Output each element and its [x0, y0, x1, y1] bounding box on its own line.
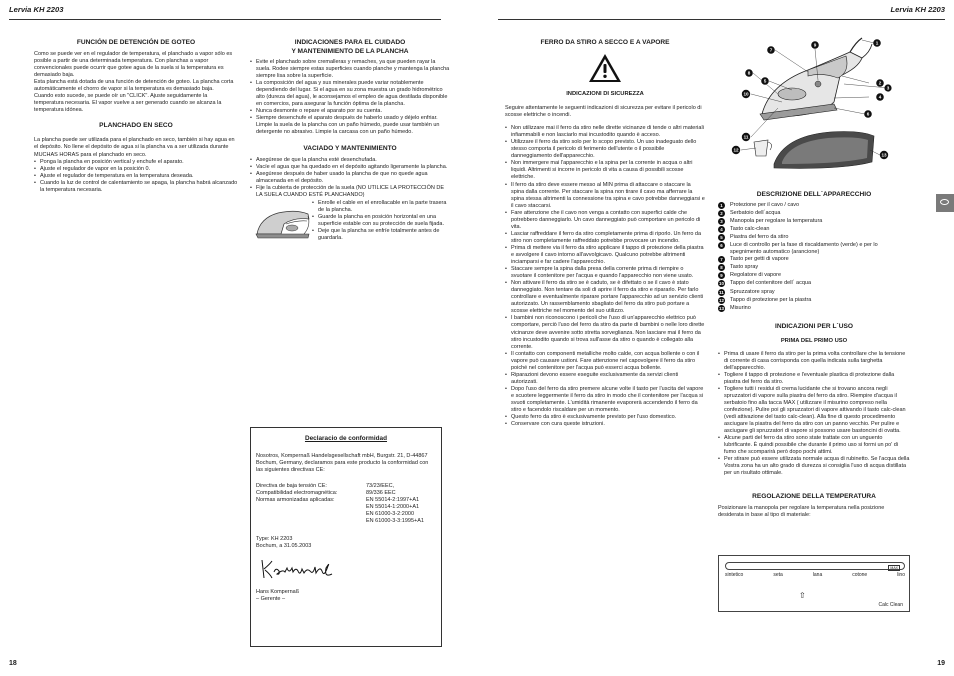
list-item: • Nunca desmonte o repare el aparato por su cuenta.	[250, 108, 450, 115]
section-title-drip-stop: FUNCIÓN DE DETENCIÓN DE GOTEO	[76, 39, 196, 46]
list-item: • Vacíe el agua que ha quedado en el depósito agitando ligeramente la plancha.	[250, 164, 450, 171]
page-number-right: 19	[937, 660, 945, 667]
section-title-steam-iron: FERRO DA STIRO A SECCO E A VAPORE	[540, 39, 670, 46]
diagram-label: 5	[763, 78, 767, 84]
temp-label: lana	[812, 572, 823, 578]
list-item: • La composición del agua y sus minerales puede variar notablemente dependiendo del lugar. Si el agua en su zona muestra un grado hidrométrico alto (dureza del agua), le aconsejamos el empleo de agua destilada disponible en comercios, para asegurar la función óptima de la plancha.	[250, 80, 450, 108]
list-item: • Il contatto con componenti metalliche molto calde, con acqua bollente o con il vapore può causare ustioni. Fare attenzione nel capovolgere il ferro da stiro poiché nel contenitore per l'acqua può esserci acqua bollente.	[505, 351, 705, 372]
diagram-label: 8	[747, 70, 751, 76]
declaration-title: Declaracio de conformidad	[304, 435, 388, 442]
list-item: • Lasciar raffreddare il ferro da stiro completamente prima di riporlo. Un ferro da stiro non completamente raffreddato potrebbe provocare un incendio.	[505, 231, 705, 245]
storage-block	[250, 200, 450, 270]
section-title-dry-ironing: PLANCHADO EN SECO	[99, 122, 173, 130]
header-right: Lervia KH 2203	[890, 5, 945, 14]
list-item: • Enrolle el cable en el enrollacable en la parte trasera de la plancha.	[312, 200, 450, 214]
temperature-labels	[725, 572, 905, 578]
list-item: • Dopo l'uso del ferro da stiro premere alcune volte il tasto per l'uscita del vapore e scuotere leggermente il ferro da stiro in modo che il contenitore per l'acqua si svuoti completamente. L'umidità rimanente evaporerà accendendo il ferro da stiro e facendolo riscaldare per un momento.	[505, 386, 705, 414]
temperature-scale	[725, 562, 905, 570]
declaration-row: Compatibilidad electromagnética: 89/336 EEC	[256, 490, 396, 496]
declaration-type: Type: KH 2203	[256, 536, 293, 542]
list-item: 5 Piastra del ferro da stiro	[718, 234, 910, 242]
list-item: • Questo ferro da stiro è esclusivamente previsto per l'uso domestico.	[505, 414, 705, 421]
paragraph: Como se puede ver en el regulador de temperatura, el planchado a vapor sólo es posible a partir de una determinada temperatura. Con planchas a vapor convencionales puede ocurrir que gotee agua de la suela si la temperatura es demasiado baja.	[34, 51, 233, 79]
section-title-emptying: VACIADO Y MANTENIMIENTO	[303, 144, 397, 152]
temp-label: sintetico	[725, 572, 744, 578]
list-item: • Alcune parti del ferro da stiro sono state trattate con un unguento lubrificante. È quindi possibile che durante il primo uso si formi un po' di fumo che scomparirà però dopo pochi attimi.	[718, 435, 910, 456]
bullet-list	[505, 125, 705, 428]
diagram-label: 1	[875, 40, 879, 46]
list-item: • Prima di usare il ferro da stiro per la prima volta controllare che la tensione di corrente di casa corrisponda con quella indicata sulla targhetta dell'apparecchio.	[718, 351, 910, 372]
column-safety	[505, 38, 705, 428]
iron-parts-diagram	[722, 32, 892, 182]
declaration-row: EN 55014-1:2000+A1	[366, 504, 420, 510]
iron-storage-illustration	[254, 204, 312, 244]
declaration-row: Directiva de baja tensión CE: 73/23/EEC,	[256, 483, 395, 489]
paragraph: Cuando esto sucede, se puede oír un "CLICK". Ajuste seguidamente la temperatura necesaria. El vapor vuelve a ser generado cuando se alcanza la temperatura idónea.	[34, 93, 222, 114]
paragraph: Esta plancha está dotada de una función de detención de goteo. La plancha corta automáticamente el chorro de vapor si la temperatura es demasiado baja.	[34, 79, 234, 93]
list-item: 3 Manopola per regolare la temperatura	[718, 218, 910, 226]
list-item: • Utilizzare il ferro da stiro solo per lo scopo previsto. Un uso inadeguato dello stesso comporta il pericolo di ferimento dell'utente o il possibile danneggiamento dell'apparecchio.	[505, 139, 705, 160]
bullet-list	[34, 159, 238, 194]
list-item: • Siempre desenchufe el aparato después de haberlo usado y déjelo enfriar. Limpie la suela de la plancha con un paño húmedo, puede usar también un detergente no abrasivo. Limpie la carcasa con un paño húmedo.	[250, 115, 450, 136]
list-item: 8 Tasto spray	[718, 264, 910, 272]
declaration-row: EN 61000-3-3:1995+A1	[366, 518, 424, 524]
list-item: • Ajuste el regulador de vapor en la posición 0.	[34, 166, 238, 173]
declaration-intro: Nosotros, Kompernaß Handelsgesellschaft mbH, Burgstr. 21, D-44867 Bochum, Germany, declaramos para este producto la conformidad con las siguientes directivas CE:	[256, 453, 429, 473]
list-item: • Ajuste el regulador de temperatura en la temperatura deseada.	[34, 173, 238, 180]
column-care	[250, 38, 450, 270]
list-item: • Guarde la plancha en posición horizontal en una superficie estable con su protección de suela fijada.	[312, 214, 450, 228]
list-item: • Cuando la luz de control de calentamiento se apaga, la plancha habrá alcanzado la temperatura necesaria.	[34, 180, 238, 194]
diagram-label: 9	[813, 42, 817, 48]
list-item: 1 Protezione per il cavo / cavo	[718, 202, 910, 210]
column-drip-stop	[34, 38, 238, 194]
declaration-place-date: Bochum, a 31.05.2003	[256, 543, 312, 549]
diagram-label: 3	[886, 85, 890, 91]
list-item: 12 Tappo di protezione per la piastra	[719, 296, 812, 303]
bullet-list	[312, 200, 450, 242]
diagram-label: 4	[878, 94, 882, 100]
list-item: 9 Regolatore di vapore	[718, 272, 910, 280]
list-item: • Asegúrese de que la plancha esté desenchufada.	[250, 157, 450, 164]
list-item: • Togliere tutti i residui di crema lucidante che si trovano ancora negli spruzzatori di vapore sulla piastra del ferro da stiro. Riempire d'acqua il serbatoio fino alla tacca MAX ( utilizzare il misurino compreso nella confezione). Pulire poi gli spruzzatori di vapore attivando il tasto calc-clean (vedi attivazione del tasto calc-clean). Alla fine di questo procedimento asciugare la piastra del ferro da stiro con un panno vecchio. Per pulire e asciugare gli spruzzatori di vapore si possono usare bastoncini di ovatta.	[718, 386, 910, 435]
list-item: • Non immergere mai l'apparecchio e la spina per la corrente in acqua o altri liquidi. Altrimenti si incorre in pericolo di vita a causa di possibili scosse elettriche.	[505, 160, 705, 181]
calc-clean-label: Calc Clean	[878, 602, 903, 608]
section-title-temperature: REGOLAZIONE DELLA TEMPERATURA	[752, 492, 876, 500]
signature-image	[258, 556, 338, 582]
temp-label: cotone	[852, 572, 868, 578]
list-item: • Deje que la plancha se enfríe totalmente antes de guardarla.	[312, 228, 450, 242]
list-item: • Fije la cubierta de protección de la suela (NO UTILICE LA PROTECCIÓN DE LA SUELA CUANDO ESTÉ PLANCHANDO)	[250, 185, 450, 199]
header-rule-left	[9, 19, 441, 20]
list-item: • Asegúrese después de haber usado la plancha de que no quede agua almacenada en el depósito.	[250, 171, 450, 185]
diagram-label: 6	[866, 111, 870, 117]
list-item: 10 Tappo del contenitore dell´ acqua	[719, 280, 812, 287]
list-item: • Staccare sempre la spina dalla presa della corrente prima di riempire o svuotare il contenitore per l'acqua e quando l'apparecchio non viene usato.	[505, 266, 705, 280]
list-item: • Non utilizzare mai il ferro da stiro nelle dirette vicinanze di tende o altri materiali infiammabili e non lasciarlo mai incustodito quando è acceso.	[505, 125, 705, 139]
list-item: 2 Serbatoio dell´acqua	[718, 210, 910, 218]
section-title-first-use: PRIMA DEL PRIMO USO	[780, 337, 848, 344]
section-title-care-2: Y MANTENIMIENTO DE LA PLANCHA	[291, 48, 409, 55]
list-item: • Non attivare il ferro da stiro se è caduto, se è difettato o se il cavo è stato danneggiato. Non tentare da soli di aprire il ferro da stiro e ripararlo. Per farlo controllare e eventualmente riparare portare l'apparecchio ad un servizio clienti autorizzato. Un rassemblamento sbagliato del ferro da stiro può portare a scosse elettriche nel momento del suo utilizzo.	[505, 280, 705, 315]
temp-label: lino	[897, 572, 905, 578]
declaration-row: EN 61000-3-2:2000	[366, 511, 415, 517]
list-item: • Conservare con cura queste istruzioni.	[505, 421, 705, 428]
parts-list	[718, 202, 910, 313]
header-rule-right	[498, 19, 945, 20]
list-item: • Per stirare può essere utilizzata normale acqua di rubinetto. Se l'acqua della Vostra zona ha un alto grado di durezza si consiglia l'uso di acqua distillata per un risultato ottimale.	[718, 456, 910, 477]
diagram-label: 11	[743, 134, 749, 140]
calc-clean-icon: ⇧	[799, 591, 806, 600]
section-title-care: INDICACIONES PARA EL CUIDADO	[294, 39, 406, 46]
diagram-label: 10	[743, 91, 749, 97]
list-item: • Prima di mettere via il ferro da stiro applicare il tappo di protezione della piastra e avvolgere il cavo intorno all'avvolgicavo. Qualcuno potrebbe altrimenti inciamparsi e far cadere l'apparecchio.	[505, 245, 705, 266]
language-tab-marker	[936, 194, 954, 212]
temperature-dial-illustration	[718, 555, 910, 612]
paragraph: La plancha puede ser utilizada para el planchado en seco, también si hay agua en el depósito. No llene el depósito de agua si la plancha va a ser utilizada durante MUCHAS HORAS para el planchado en seco.	[34, 137, 235, 158]
list-item: • Fare attenzione che il cavo non venga a contatto con superfici calde che potrebbero danneggiarlo. Un cavo danneggiato può comportare un pericolo di vita.	[505, 210, 705, 231]
warning-triangle-icon	[588, 53, 622, 83]
list-item: 4 Tasto calc-clean	[718, 226, 910, 234]
bullet-list	[250, 59, 450, 137]
diagram-label: 12	[733, 147, 739, 153]
declaration-role: – Gerente –	[256, 596, 286, 602]
list-item: 11 Spruzzatore spray	[719, 288, 775, 295]
list-item: • Ponga la plancha en posición vertical y enchufe el aparato.	[34, 159, 238, 166]
declaration-signer: Hans Kompernaß	[256, 589, 300, 595]
warning-block	[505, 53, 705, 86]
bullet-list	[718, 351, 910, 478]
list-item: 13 Misurino	[719, 304, 751, 311]
section-title-use: INDICAZIONI PER L´USO	[774, 322, 854, 330]
list-item: • I bambini non riconoscono i pericoli che l'uso di un'apparecchio elettrico può comportare, perciò l'uso del ferro da stiro da parte di bambini o nelle loro dirette vicinanze deve avvenire sotto stretta sorveglianza. Non lasciare mai il ferro da stiro incustodito quando si trova sull'asse da stiro o quando è collegato alla corrente.	[505, 315, 705, 350]
section-title-description: DESCRIZIONE DELL´APPARECCHIO	[756, 191, 872, 198]
temp-label: seta	[773, 572, 783, 578]
bullet-list	[250, 157, 450, 199]
max-mark: MAX	[890, 565, 898, 570]
list-item: • Togliere il tappo di protezione e l'eventuale plastica di protezione dalla piastra del ferro da stiro.	[718, 372, 910, 386]
list-item: 6 Luce di controllo per la fase di riscaldamento (verde) e per lo spegnimento automatico (arancione)	[718, 242, 910, 256]
list-item: • Riparazioni devono essere eseguite esclusivamente da servizi clienti autorizzati.	[505, 372, 705, 386]
paragraph: Posizionare la manopola per regolare la temperatura nella posizione desiderata in base al tipo di materiale:	[718, 504, 885, 518]
column-description	[718, 190, 910, 519]
list-item: • Il ferro da stiro deve essere messo al MIN prima di attaccare o staccare la spina dalla corrente. Per staccare la spina non tirare il cavo ma afferrare la spina stessa altrimenti la connessione tra spina e cavo potrebbe danneggiarsi e il cavo staccarsi.	[505, 182, 705, 210]
header-left: Lervia KH 2203	[9, 5, 64, 14]
list-item: 7 Tasto per getti di vapore	[718, 256, 910, 264]
diagram-label: 7	[769, 47, 773, 53]
diagram-label: 2	[878, 80, 882, 86]
diagram-label: 13	[881, 152, 887, 158]
declaration-row: Normas armonizadas aplicadas: EN 55014-2:1997+A1	[256, 497, 420, 503]
declaration-box	[250, 427, 442, 647]
page-number-left: 18	[9, 660, 17, 667]
section-title-safety: INDICAZIONI DI SICUREZZA	[566, 91, 644, 98]
paragraph: Seguire attentamente le seguenti indicazioni di sicurezza per evitare il pericolo di scosse elettriche o incendi.	[505, 105, 702, 119]
list-item: • Evite el planchado sobre cremalleras y remaches, ya que pueden rayar la suela. Rodee siempre estas superficies cuando planche y mantenga la plancha siempre lisa sobre la superficie.	[250, 59, 450, 80]
